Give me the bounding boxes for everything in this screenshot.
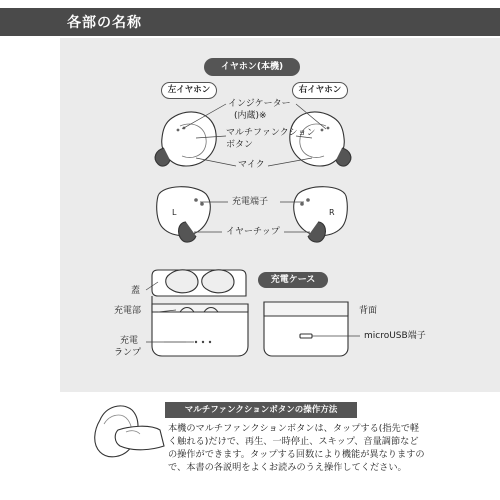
operation-line: の操作ができます。タップする回数により機能が異なりますの bbox=[168, 449, 425, 460]
usb-port-label: microUSB端子 bbox=[364, 331, 426, 341]
left-earbud-front bbox=[155, 112, 216, 166]
earbuds-title: イヤホン(本機) bbox=[204, 58, 300, 76]
operation-line: で、本書の各説明をよくお読みのうえ操作してください。 bbox=[168, 462, 407, 473]
section-title: 各部の名称 bbox=[67, 15, 142, 31]
right-earbud-label: 右イヤホン bbox=[292, 82, 348, 99]
eartip-label: イヤーチップ bbox=[226, 227, 280, 237]
multifunction-button-label-2: ボタン bbox=[226, 140, 254, 150]
lid-label: 蓋 bbox=[131, 286, 141, 296]
mic-label: マイク bbox=[238, 160, 265, 170]
operation-line: く触れる)だけで、再生、一時停止、スキップ、音量調節など bbox=[168, 436, 419, 447]
operation-title: マルチファンクションボタンの操作方法 bbox=[165, 402, 357, 418]
right-earbud-back bbox=[294, 187, 348, 242]
right-mark: R bbox=[329, 208, 335, 217]
operation-description bbox=[168, 422, 490, 474]
case-title: 充電ケース bbox=[258, 272, 328, 288]
right-earbud-front bbox=[290, 112, 351, 166]
multifunction-button-label: マルチファンクション bbox=[226, 128, 316, 138]
left-earbud-back bbox=[157, 187, 211, 242]
charging-lamp-label: 充電 bbox=[120, 336, 139, 346]
charging-lamp-label-2: ランプ bbox=[114, 348, 142, 358]
charging-part-label: 充電部 bbox=[114, 306, 142, 316]
indicator-label: インジケーター bbox=[228, 99, 291, 109]
charging-case-front bbox=[152, 270, 248, 356]
charging-case-back bbox=[264, 302, 348, 356]
left-earbud-label: 左イヤホン bbox=[161, 82, 217, 99]
left-mark: L bbox=[172, 208, 177, 217]
operation-line: 本機のマルチファンクションボタンは、タップする(指先で軽 bbox=[168, 423, 420, 434]
indicator-note: (内蔵)※ bbox=[234, 111, 267, 121]
tap-gesture-illustration bbox=[95, 406, 164, 457]
charging-terminal-label: 充電端子 bbox=[232, 197, 269, 207]
case-back-label: 背面 bbox=[359, 306, 378, 316]
